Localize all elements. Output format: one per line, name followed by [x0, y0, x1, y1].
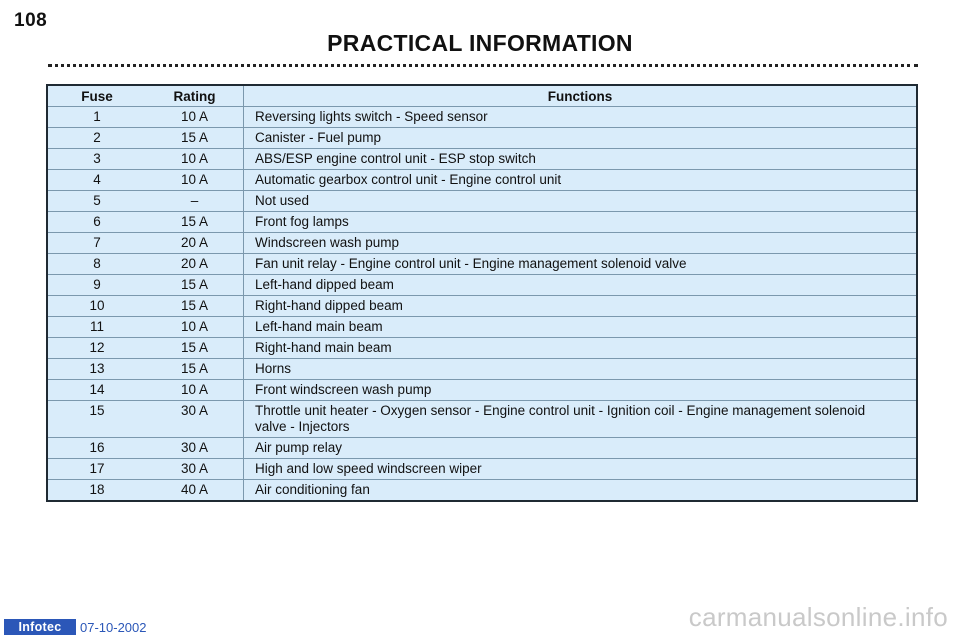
- cell-rating: 15 A: [146, 128, 244, 149]
- table-row: [47, 191, 917, 212]
- cell-fuse: 8: [47, 254, 146, 275]
- table-row: [47, 459, 917, 480]
- cell-rating: 20 A: [146, 233, 244, 254]
- cell-rating: 15 A: [146, 275, 244, 296]
- cell-functions: Throttle unit heater - Oxygen sensor - Engine control unit - Ignition coil - Engine management solenoid valve - Injectors: [244, 401, 918, 438]
- column-header-rating: Rating: [146, 85, 244, 107]
- cell-rating: 10 A: [146, 317, 244, 338]
- cell-fuse: 11: [47, 317, 146, 338]
- cell-fuse: 14: [47, 380, 146, 401]
- cell-rating: 30 A: [146, 438, 244, 459]
- cell-rating: 15 A: [146, 338, 244, 359]
- cell-functions: Front windscreen wash pump: [244, 380, 918, 401]
- cell-functions: Not used: [244, 191, 918, 212]
- cell-fuse: 13: [47, 359, 146, 380]
- footer-date: 07-10-2002: [80, 620, 147, 635]
- table-row: [47, 380, 917, 401]
- cell-rating: 15 A: [146, 359, 244, 380]
- table-row: [47, 438, 917, 459]
- cell-functions: Air pump relay: [244, 438, 918, 459]
- table-body: [47, 107, 917, 502]
- table-row: [47, 317, 917, 338]
- cell-functions: Right-hand main beam: [244, 338, 918, 359]
- cell-rating: 10 A: [146, 380, 244, 401]
- infotec-logo: [4, 619, 76, 635]
- table-header-row: [47, 85, 917, 107]
- table-row: [47, 401, 917, 438]
- column-header-fuse: Fuse: [47, 85, 146, 107]
- cell-rating: 10 A: [146, 107, 244, 128]
- table-row: [47, 233, 917, 254]
- table-row: [47, 107, 917, 128]
- table-row: [47, 480, 917, 502]
- cell-fuse: 9: [47, 275, 146, 296]
- page-number: 108: [14, 10, 48, 31]
- cell-functions: Right-hand dipped beam: [244, 296, 918, 317]
- cell-fuse: 5: [47, 191, 146, 212]
- cell-rating: 30 A: [146, 401, 244, 438]
- table-row: [47, 338, 917, 359]
- cell-fuse: 3: [47, 149, 146, 170]
- cell-rating: 10 A: [146, 149, 244, 170]
- table-row: [47, 359, 917, 380]
- cell-functions: Horns: [244, 359, 918, 380]
- table-row: [47, 212, 917, 233]
- page-title: PRACTICAL INFORMATION: [327, 30, 633, 56]
- cell-fuse: 12: [47, 338, 146, 359]
- fuse-table: [46, 84, 918, 502]
- cell-functions: Reversing lights switch - Speed sensor: [244, 107, 918, 128]
- cell-fuse: 2: [47, 128, 146, 149]
- table-row: [47, 254, 917, 275]
- cell-fuse: 15: [47, 401, 146, 438]
- cell-rating: 15 A: [146, 296, 244, 317]
- cell-functions: Air conditioning fan: [255, 482, 370, 497]
- cell-functions: Canister - Fuel pump: [244, 128, 918, 149]
- cell-functions: Fan unit relay - Engine control unit - Engine management solenoid valve: [244, 254, 918, 275]
- column-header-functions: Functions: [244, 85, 918, 107]
- cell-functions: Left-hand dipped beam: [244, 275, 918, 296]
- cell-functions: Left-hand main beam: [244, 317, 918, 338]
- table-row: [47, 296, 917, 317]
- dotted-divider: [48, 64, 918, 67]
- table-row: [47, 149, 917, 170]
- table-row: [47, 275, 917, 296]
- cell-fuse: 6: [47, 212, 146, 233]
- logo-text: Infotec: [18, 620, 62, 634]
- watermark: carmanualsonline.info: [688, 602, 948, 632]
- cell-fuse: 7: [47, 233, 146, 254]
- cell-rating: 30 A: [146, 459, 244, 480]
- cell-functions: High and low speed windscreen wiper: [244, 459, 918, 480]
- table-row: [47, 170, 917, 191]
- cell-fuse: 10: [47, 296, 146, 317]
- cell-functions: Windscreen wash pump: [244, 233, 918, 254]
- cell-rating: 15 A: [146, 212, 244, 233]
- cell-fuse: 17: [47, 459, 146, 480]
- cell-fuse: 4: [47, 170, 146, 191]
- cell-rating: –: [146, 191, 244, 212]
- cell-rating: 40 A: [146, 480, 244, 502]
- cell-fuse: 16: [47, 438, 146, 459]
- table-row: [47, 128, 917, 149]
- cell-fuse: 1: [47, 107, 146, 128]
- cell-functions: Front fog lamps: [244, 212, 918, 233]
- cell-functions: Automatic gearbox control unit - Engine control unit: [244, 170, 918, 191]
- cell-rating: 20 A: [146, 254, 244, 275]
- cell-functions: ABS/ESP engine control unit - ESP stop switch: [244, 149, 918, 170]
- cell-rating: 10 A: [146, 170, 244, 191]
- cell-fuse: 18: [89, 482, 105, 497]
